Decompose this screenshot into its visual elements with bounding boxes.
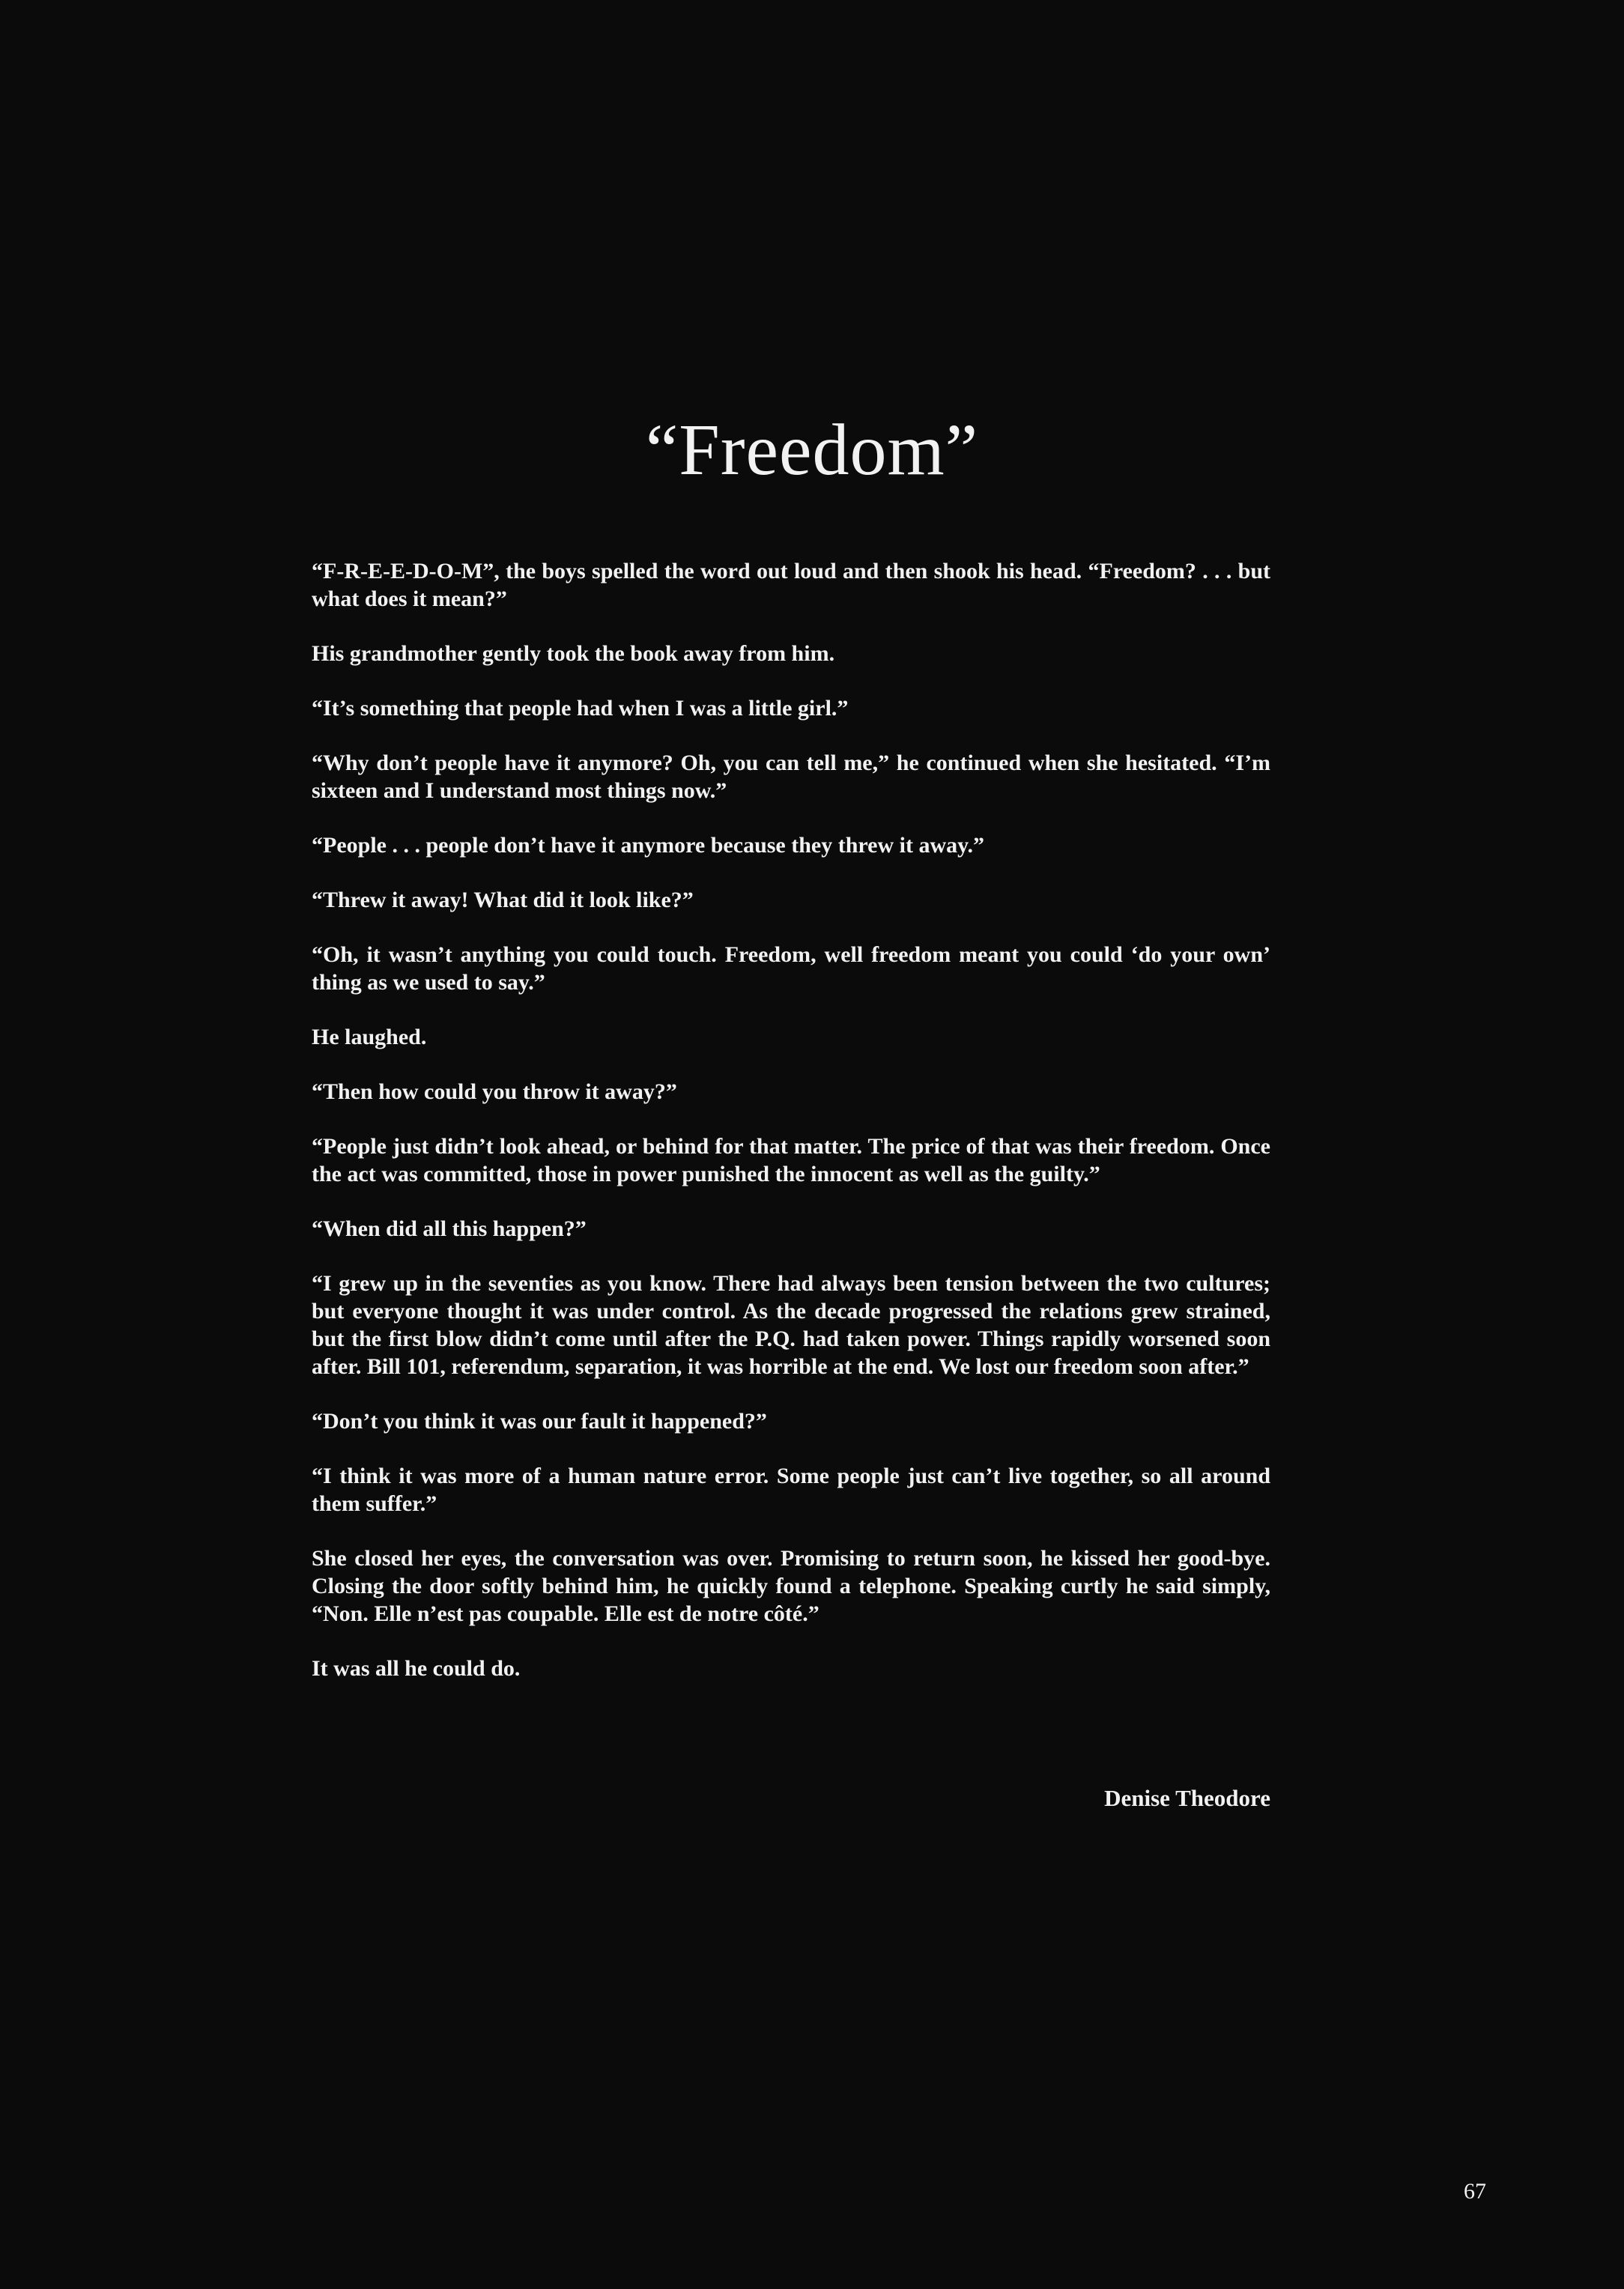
- story-paragraph: “I grew up in the seventies as you know. There had always been tension between the two cultures; but everyone thought it was under control. As the decade progressed the relations grew strained, but the first blow didn’t come until after the P.Q. had taken power. Things rapidly worsened soon after. Bill 101, referendum, separation, it was horrible at the end. We lost our freedom soon after.”: [312, 1271, 1270, 1379]
- story-paragraph: It was all he could do.: [312, 1656, 521, 1681]
- story-paragraph: “Don’t you think it was our fault it happened?”: [312, 1409, 767, 1434]
- page-number: 67: [1464, 2179, 1486, 2204]
- story-paragraph: “Threw it away! What did it look like?”: [312, 888, 694, 912]
- story-paragraph: “When did all this happen?”: [312, 1216, 587, 1241]
- story-paragraph: “I think it was more of a human nature error. Some people just can’t live together, so all around them suffer.”: [312, 1464, 1270, 1516]
- story-paragraph: “Why don’t people have it anymore? Oh, you can tell me,” he continued when she hesitated. “I’m sixteen and I understand most things now.”: [312, 751, 1270, 803]
- story-paragraph: “Then how could you throw it away?”: [312, 1079, 677, 1104]
- story-paragraph: “Oh, it wasn’t anything you could touch. Freedom, well freedom meant you could ‘do your own’ thing as we used to say.”: [312, 942, 1270, 995]
- story-paragraph: His grandmother gently took the book away from him.: [312, 641, 835, 666]
- story-paragraph: “People . . . people don’t have it anymore because they threw it away.”: [312, 833, 984, 858]
- story-paragraph: “F-R-E-E-D-O-M”, the boys spelled the word out loud and then shook his head. “Freedom? . . . but what does it mean?”: [312, 559, 1270, 611]
- story-paragraph: “It’s something that people had when I was a little girl.”: [312, 696, 849, 721]
- story-paragraph: She closed her eyes, the conversation was over. Promising to return soon, he kissed her good-bye. Closing the door softly behind him, he quickly found a telephone. Speaking curtly he said simply, “Non. Elle n’est pas coupable. Elle est de notre côté.”: [312, 1546, 1270, 1626]
- story-title: “Freedom”: [645, 410, 979, 491]
- story-paragraph: He laughed.: [312, 1025, 427, 1049]
- story-paragraph: “People just didn’t look ahead, or behind for that matter. The price of that was their freedom. Once the act was committed, those in power punished the innocent as well as the guilty.”: [312, 1134, 1270, 1186]
- author-byline: Denise Theodore: [1104, 1785, 1270, 1811]
- story-body: [312, 557, 1270, 1709]
